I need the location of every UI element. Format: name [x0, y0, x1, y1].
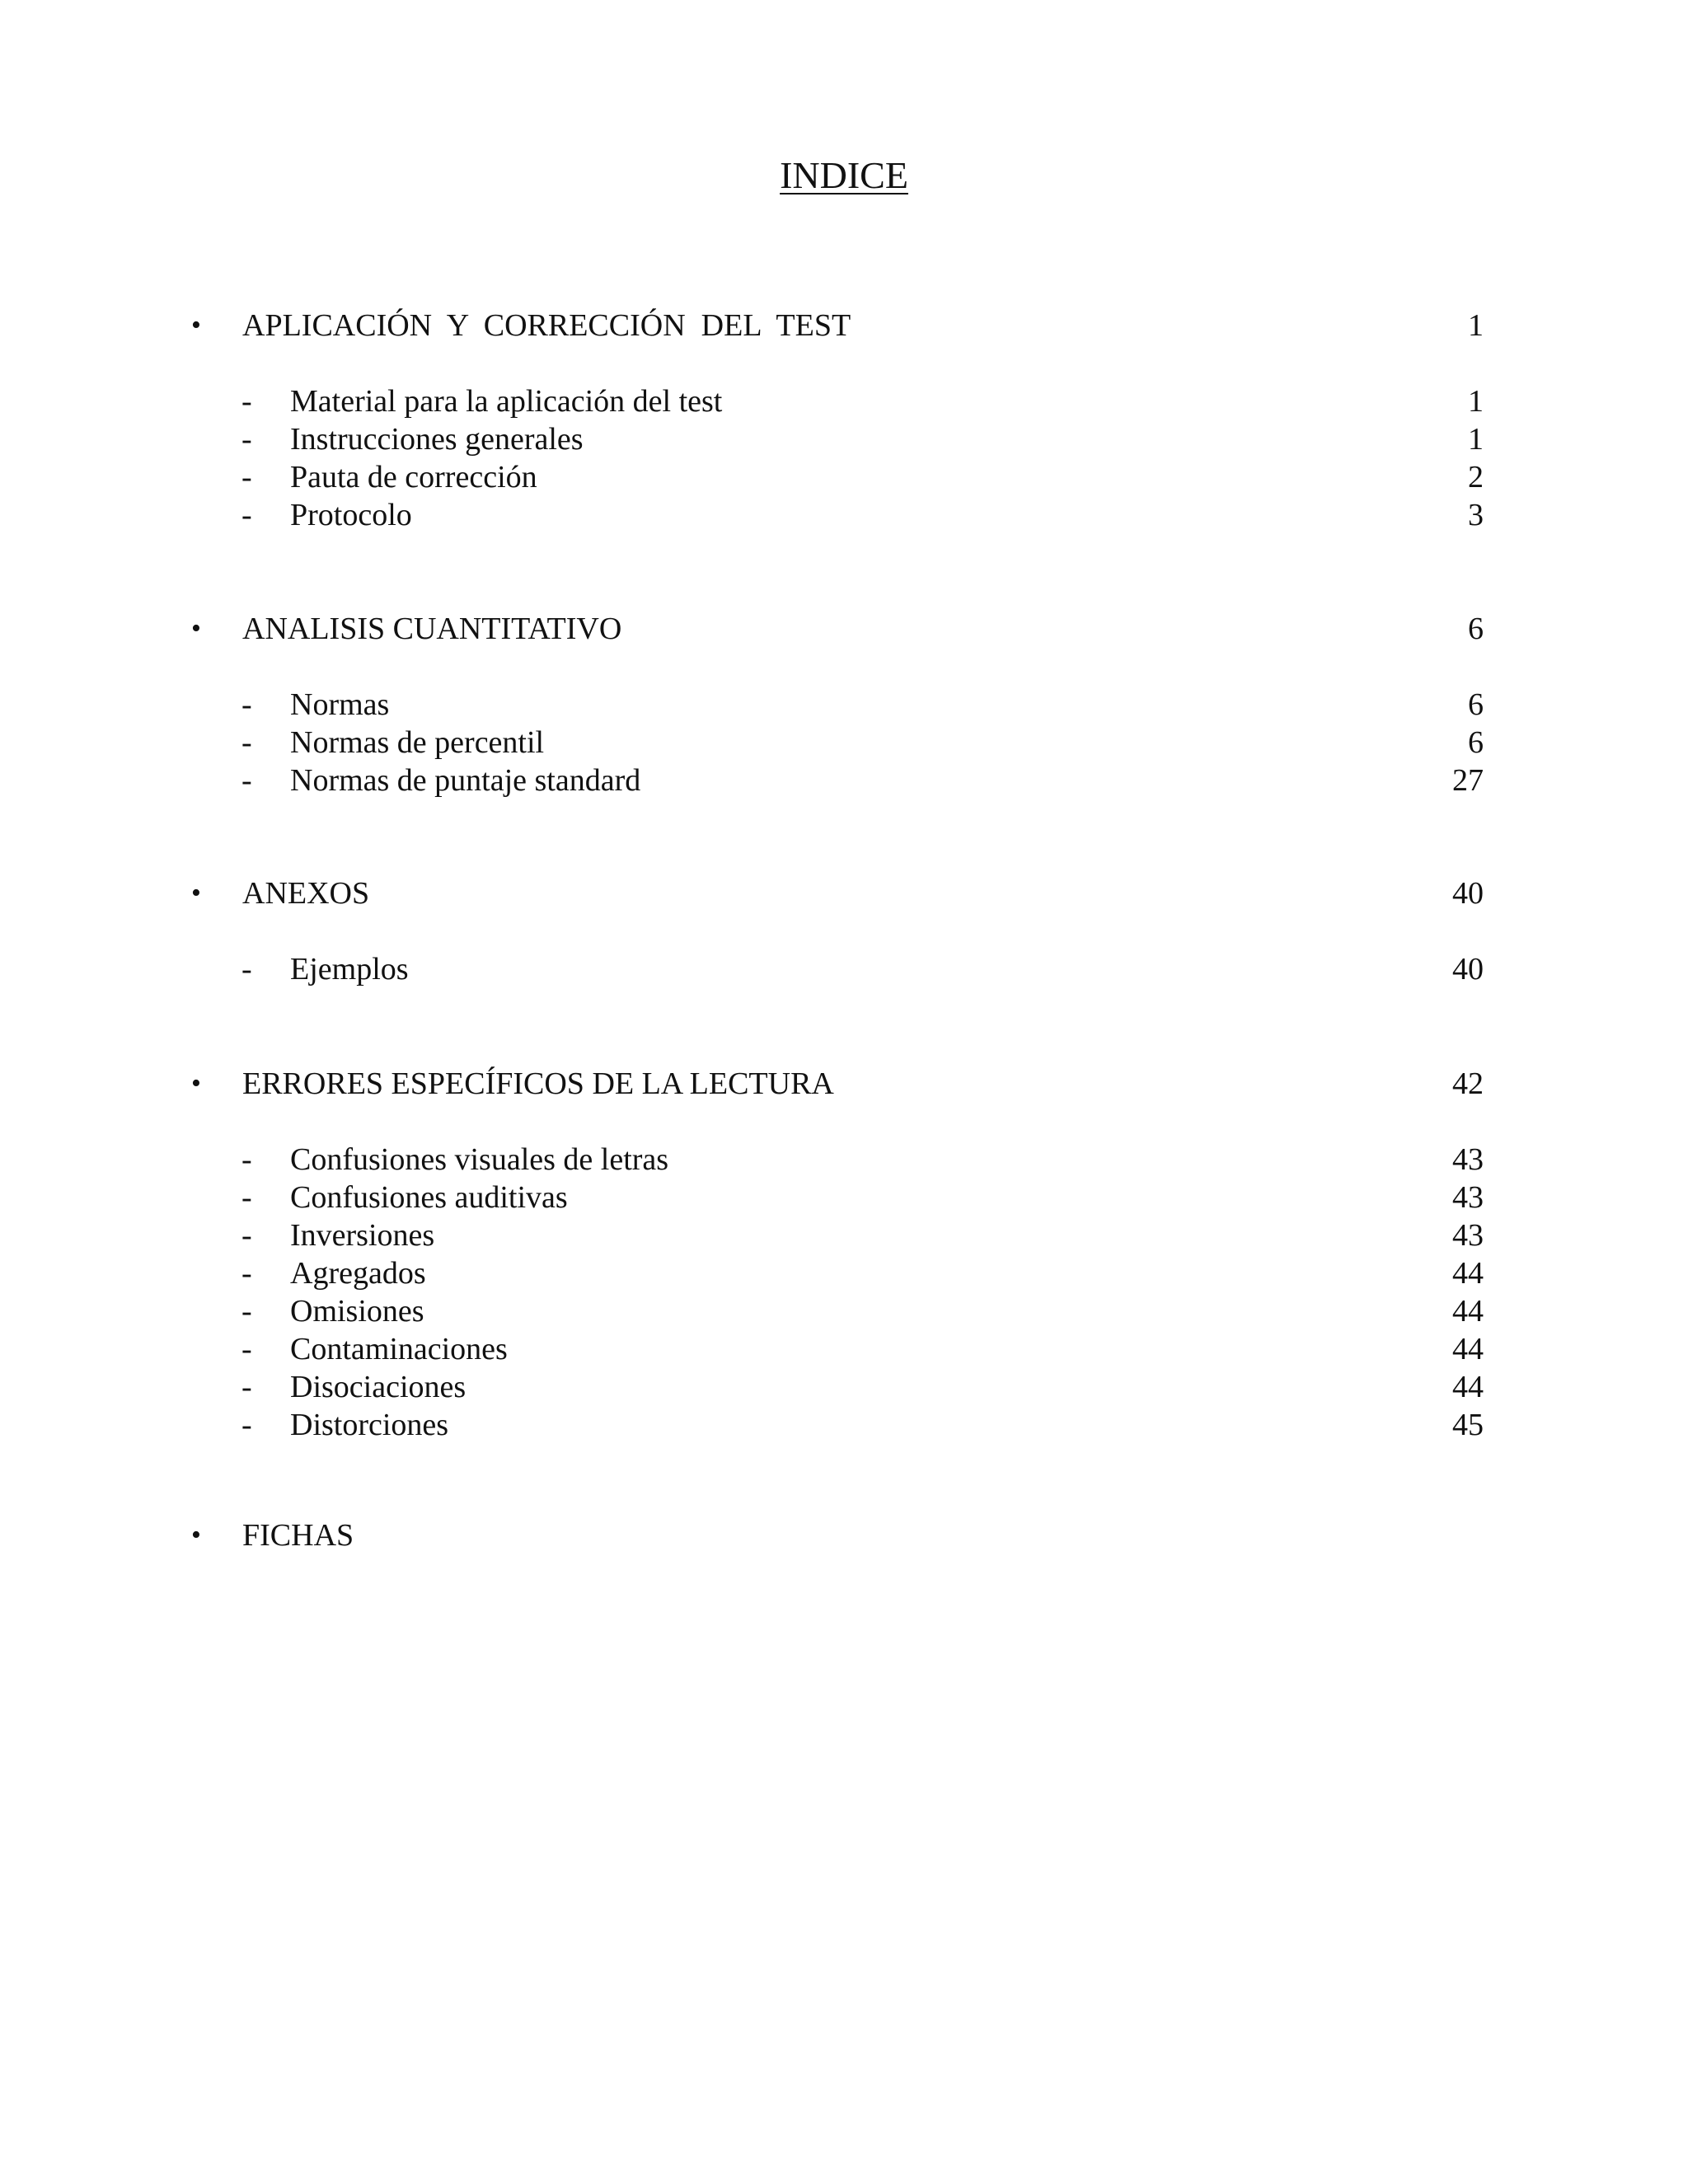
- entry-label: Agregados: [290, 1256, 426, 1291]
- toc-sub-list: [0, 382, 1688, 534]
- section-label: FICHAS: [242, 1518, 354, 1553]
- dash-marker: -: [241, 1256, 252, 1291]
- bullet-icon: •: [191, 878, 201, 908]
- page-number: 43: [1452, 1218, 1484, 1253]
- entry-label: Omisiones: [290, 1294, 424, 1329]
- entry-label: Confusiones visuales de letras: [290, 1142, 669, 1177]
- page-number: 2: [1468, 460, 1484, 494]
- page-number: 40: [1452, 876, 1484, 911]
- toc-entry[interactable]: [0, 1368, 1688, 1406]
- page-number: 44: [1452, 1370, 1484, 1404]
- toc-section-heading[interactable]: [0, 1065, 1688, 1103]
- toc-section-heading[interactable]: [0, 610, 1688, 648]
- bullet-icon: •: [191, 310, 201, 340]
- dash-marker: -: [241, 498, 252, 532]
- toc-section: [0, 1516, 1688, 1554]
- dash-marker: -: [241, 952, 252, 987]
- entry-label: Distorciones: [290, 1408, 449, 1442]
- page-number: 6: [1468, 612, 1484, 646]
- toc-entry[interactable]: [0, 1330, 1688, 1368]
- page-title: INDICE: [780, 154, 908, 196]
- dash-marker: -: [241, 1332, 252, 1366]
- toc-entry[interactable]: [0, 496, 1688, 534]
- toc-sub-list: [0, 1141, 1688, 1444]
- page-number: 1: [1468, 422, 1484, 457]
- entry-label: Protocolo: [290, 498, 412, 532]
- toc-section: [0, 874, 1688, 988]
- toc-entry[interactable]: [0, 458, 1688, 496]
- page-number: 3: [1468, 498, 1484, 532]
- dash-marker: -: [241, 1408, 252, 1442]
- dash-marker: -: [241, 725, 252, 760]
- page-number: 1: [1468, 308, 1484, 343]
- page-number: 6: [1468, 687, 1484, 722]
- dash-marker: -: [241, 1180, 252, 1215]
- page-number: 45: [1452, 1408, 1484, 1442]
- section-label: APLICACIÓN Y CORRECCIÓN DEL TEST: [242, 308, 851, 343]
- toc-section-heading[interactable]: [0, 874, 1688, 912]
- page-number: 44: [1452, 1256, 1484, 1291]
- toc-section: [0, 307, 1688, 534]
- page-number: 40: [1452, 952, 1484, 987]
- page-number: 43: [1452, 1142, 1484, 1177]
- toc-entry[interactable]: [0, 724, 1688, 762]
- entry-label: Ejemplos: [290, 952, 409, 987]
- entry-label: Normas: [290, 687, 390, 722]
- toc-entry[interactable]: [0, 950, 1688, 988]
- dash-marker: -: [241, 460, 252, 494]
- entry-label: Confusiones auditivas: [290, 1180, 568, 1215]
- dash-marker: -: [241, 384, 252, 419]
- dash-marker: -: [241, 1142, 252, 1177]
- dash-marker: -: [241, 1370, 252, 1404]
- page-number: 27: [1452, 763, 1484, 798]
- entry-label: Inversiones: [290, 1218, 435, 1253]
- dash-marker: -: [241, 687, 252, 722]
- entry-label: Disociaciones: [290, 1370, 467, 1404]
- toc-entry[interactable]: [0, 382, 1688, 420]
- toc-entry[interactable]: [0, 1216, 1688, 1254]
- dash-marker: -: [241, 1218, 252, 1253]
- bullet-icon: •: [191, 613, 201, 644]
- toc-entry[interactable]: [0, 1254, 1688, 1292]
- entry-label: Instrucciones generales: [290, 422, 584, 457]
- page-number: 1: [1468, 384, 1484, 419]
- toc-entry[interactable]: [0, 1406, 1688, 1444]
- toc-entry[interactable]: [0, 420, 1688, 458]
- dash-marker: -: [241, 763, 252, 798]
- page-number: 42: [1452, 1066, 1484, 1101]
- toc-entry[interactable]: [0, 1141, 1688, 1179]
- toc-section-heading[interactable]: [0, 307, 1688, 344]
- entry-label: Normas de puntaje standard: [290, 763, 641, 798]
- toc-sub-list: [0, 950, 1688, 988]
- page-number: 44: [1452, 1332, 1484, 1366]
- dash-marker: -: [241, 422, 252, 457]
- toc-entry[interactable]: [0, 686, 1688, 724]
- bullet-icon: •: [191, 1520, 201, 1550]
- section-label: ANALISIS CUANTITATIVO: [242, 612, 622, 646]
- entry-label: Normas de percentil: [290, 725, 545, 760]
- entry-label: Material para la aplicación del test: [290, 384, 723, 419]
- toc-entry[interactable]: [0, 1292, 1688, 1330]
- toc-section: [0, 610, 1688, 799]
- toc-section-heading[interactable]: [0, 1516, 1688, 1554]
- toc-section: [0, 1065, 1688, 1444]
- page-number: 6: [1468, 725, 1484, 760]
- page-number: 44: [1452, 1294, 1484, 1329]
- bullet-icon: •: [191, 1068, 201, 1099]
- entry-label: Contaminaciones: [290, 1332, 508, 1366]
- toc-entry[interactable]: [0, 762, 1688, 799]
- entry-label: Pauta de corrección: [290, 460, 537, 494]
- section-label: ANEXOS: [242, 876, 370, 911]
- dash-marker: -: [241, 1294, 252, 1329]
- toc-entry[interactable]: [0, 1179, 1688, 1216]
- section-label: ERRORES ESPECÍFICOS DE LA LECTURA: [242, 1066, 834, 1101]
- page-number: 43: [1452, 1180, 1484, 1215]
- toc-sub-list: [0, 686, 1688, 799]
